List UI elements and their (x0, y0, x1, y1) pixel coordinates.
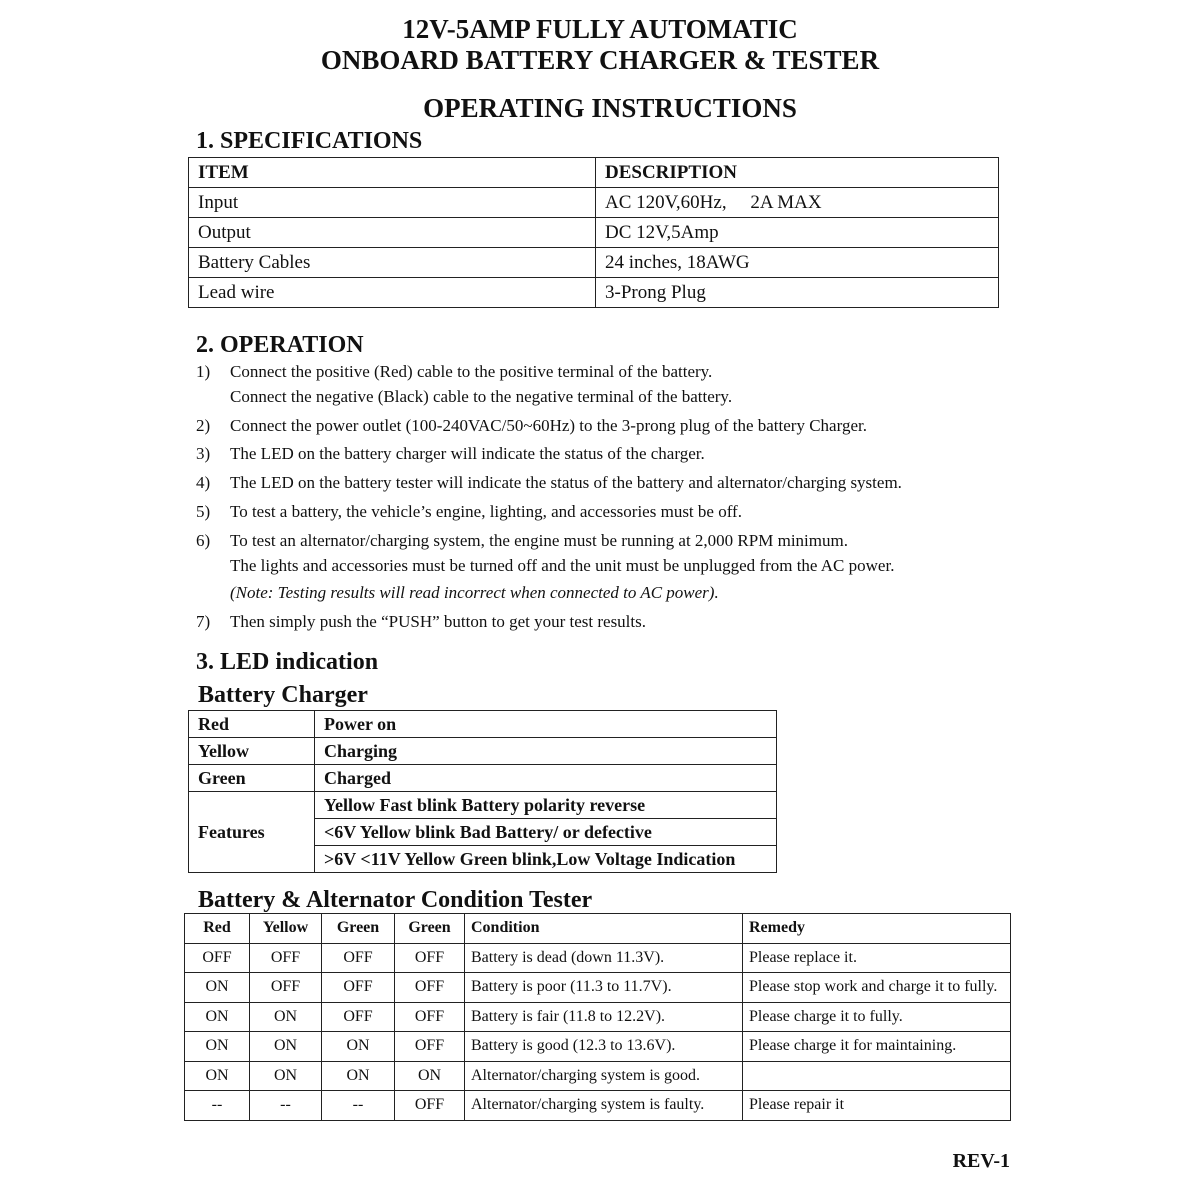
battery-charger-table (188, 710, 777, 873)
step-number: 6) (196, 531, 211, 550)
document-title-line-1: 12V-5AMP FULLY AUTOMATIC (402, 14, 798, 44)
led-indication-heading: 3. LED indication (196, 649, 379, 675)
feature-cell: <6V Yellow blink Bad Battery/ or defective (315, 819, 777, 846)
table-cell: Alternator/charging system is good. (465, 1061, 743, 1091)
table-row (189, 765, 777, 792)
table-cell (743, 1061, 1011, 1091)
table-cell: OFF (395, 943, 465, 973)
step-number: 2) (196, 416, 211, 435)
specifications-table (188, 157, 999, 308)
led-color-cell: Yellow (189, 738, 315, 765)
table-cell: ON (395, 1061, 465, 1091)
battery-charger-heading: Battery Charger (198, 682, 368, 708)
table-cell: OFF (395, 1002, 465, 1032)
table-cell: Battery is dead (down 11.3V). (465, 943, 743, 973)
table-row (189, 792, 777, 819)
step-number: 5) (196, 502, 211, 521)
table-cell: 3-Prong Plug (596, 278, 999, 308)
table-cell: ON (322, 1032, 395, 1062)
step-text: Then simply push the “PUSH” button to get your test results. (230, 612, 646, 631)
header-cell: DESCRIPTION (596, 158, 999, 188)
table-cell: ON (250, 1061, 322, 1091)
table-cell: Battery is poor (11.3 to 11.7V). (465, 973, 743, 1003)
operation-heading: 2. OPERATION (196, 332, 364, 358)
features-label-cell: Features (189, 792, 315, 873)
table-cell: OFF (395, 1091, 465, 1121)
table-cell: DC 12V,5Amp (596, 218, 999, 248)
table-row (185, 1091, 1011, 1121)
document-subtitle: OPERATING INSTRUCTIONS (423, 93, 797, 123)
table-cell: -- (250, 1091, 322, 1121)
table-cell: AC 120V,60Hz, 2A MAX (596, 188, 999, 218)
table-cell: OFF (395, 1032, 465, 1062)
table-row (189, 278, 999, 308)
table-row (189, 248, 999, 278)
table-cell: OFF (250, 973, 322, 1003)
header-cell: ITEM (189, 158, 596, 188)
table-header-row (189, 158, 999, 188)
header-cell: Green (322, 914, 395, 944)
step-text: The LED on the battery tester will indicate the status of the battery and alternator/charging system. (230, 473, 902, 492)
table-row (185, 1061, 1011, 1091)
led-status-cell: Power on (315, 711, 777, 738)
table-row (185, 1002, 1011, 1032)
step-number: 3) (196, 444, 211, 463)
feature-cell: >6V <11V Yellow Green blink,Low Voltage Indication (315, 846, 777, 873)
table-cell: Lead wire (189, 278, 596, 308)
step-number: 7) (196, 612, 211, 631)
led-color-cell: Green (189, 765, 315, 792)
document-title-line-2: ONBOARD BATTERY CHARGER & TESTER (320, 45, 880, 75)
specifications-heading: 1. SPECIFICATIONS (196, 128, 423, 154)
table-row (189, 738, 777, 765)
feature-cell: Yellow Fast blink Battery polarity reverse (315, 792, 777, 819)
table-cell: OFF (185, 943, 250, 973)
table-cell: OFF (395, 973, 465, 1003)
table-cell: Please stop work and charge it to fully. (743, 973, 1011, 1003)
table-row (189, 218, 999, 248)
table-cell: OFF (322, 1002, 395, 1032)
header-cell: Remedy (743, 914, 1011, 944)
revision-label: REV-1 (952, 1150, 1010, 1172)
table-cell: Please replace it. (743, 943, 1011, 973)
led-color-cell: Red (189, 711, 315, 738)
header-cell: Condition (465, 914, 743, 944)
header-cell: Green (395, 914, 465, 944)
step-text: To test an alternator/charging system, the engine must be running at 2,000 RPM minimum. (230, 531, 848, 550)
table-row (189, 188, 999, 218)
step-text: Connect the power outlet (100-240VAC/50~60Hz) to the 3-prong plug of the battery Charger. (230, 416, 867, 435)
table-row (189, 711, 777, 738)
table-cell: -- (322, 1091, 395, 1121)
table-cell: OFF (250, 943, 322, 973)
step-text: Connect the negative (Black) cable to the negative terminal of the battery. (230, 387, 733, 406)
step-text: Connect the positive (Red) cable to the positive terminal of the battery. (230, 362, 713, 381)
step-number: 4) (196, 473, 211, 492)
table-cell: 24 inches, 18AWG (596, 248, 999, 278)
tester-heading: Battery & Alternator Condition Tester (198, 887, 593, 913)
header-cell: Red (185, 914, 250, 944)
table-cell: ON (185, 1032, 250, 1062)
table-cell: ON (185, 973, 250, 1003)
step-note: (Note: Testing results will read incorrect when connected to AC power). (230, 583, 719, 602)
table-cell: -- (185, 1091, 250, 1121)
table-cell: Please charge it for maintaining. (743, 1032, 1011, 1062)
table-cell: ON (250, 1032, 322, 1062)
table-cell: Battery is fair (11.8 to 12.2V). (465, 1002, 743, 1032)
table-header-row (185, 914, 1011, 944)
header-cell: Yellow (250, 914, 322, 944)
table-cell: Alternator/charging system is faulty. (465, 1091, 743, 1121)
table-row (185, 1032, 1011, 1062)
led-status-cell: Charged (315, 765, 777, 792)
table-cell: ON (250, 1002, 322, 1032)
table-cell: Battery is good (12.3 to 13.6V). (465, 1032, 743, 1062)
step-text: The lights and accessories must be turned off and the unit must be unplugged from the AC power. (230, 556, 895, 575)
table-row (185, 943, 1011, 973)
step-text: The LED on the battery charger will indicate the status of the charger. (230, 444, 705, 463)
step-number: 1) (196, 362, 211, 381)
table-row (185, 973, 1011, 1003)
table-cell: OFF (322, 973, 395, 1003)
table-cell: Input (189, 188, 596, 218)
table-cell: ON (322, 1061, 395, 1091)
table-cell: Please charge it to fully. (743, 1002, 1011, 1032)
table-cell: Battery Cables (189, 248, 596, 278)
step-text: To test a battery, the vehicle’s engine, lighting, and accessories must be off. (230, 502, 742, 521)
table-cell: OFF (322, 943, 395, 973)
table-cell: Output (189, 218, 596, 248)
table-cell: ON (185, 1002, 250, 1032)
condition-tester-table (184, 913, 1011, 1121)
table-cell: ON (185, 1061, 250, 1091)
led-status-cell: Charging (315, 738, 777, 765)
table-cell: Please repair it (743, 1091, 1011, 1121)
